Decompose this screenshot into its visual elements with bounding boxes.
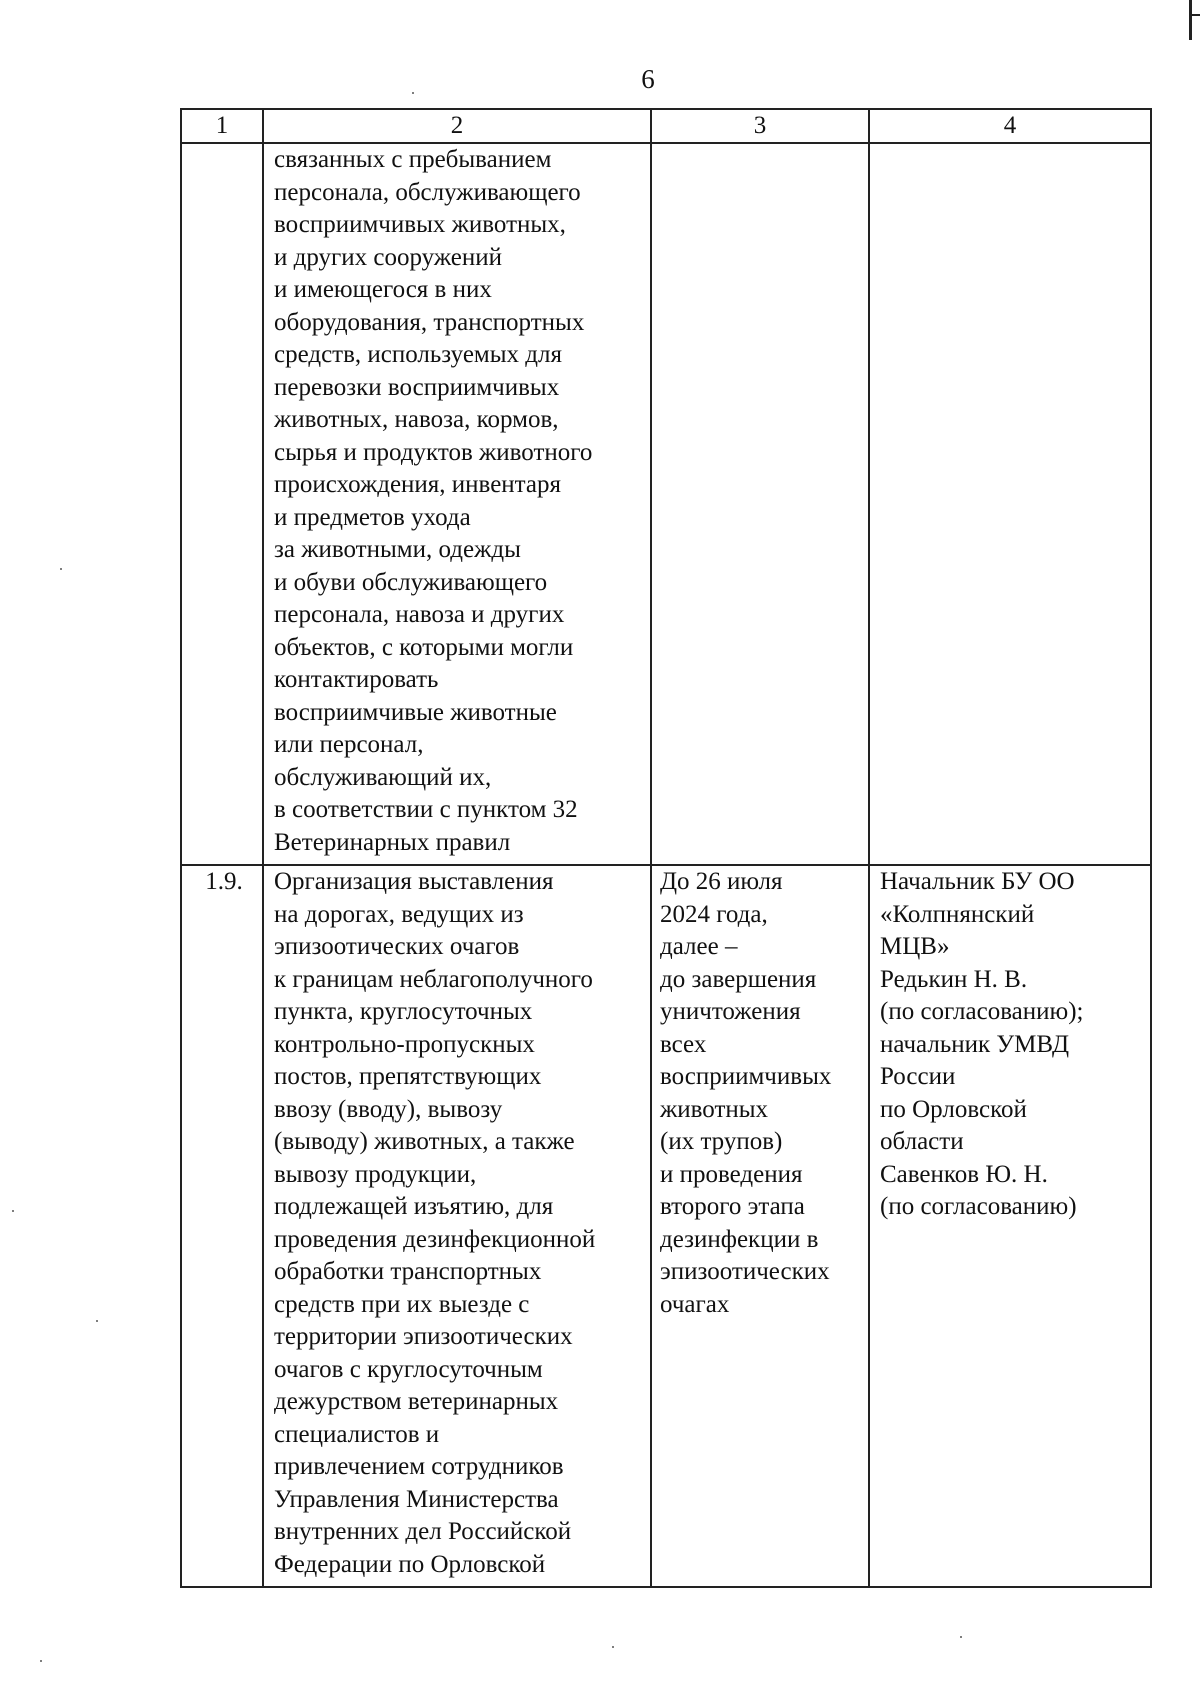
text-line: начальник УМВД: [880, 1030, 1070, 1058]
text-line: перевозки восприимчивых: [274, 373, 560, 401]
scan-speck: [612, 1646, 614, 1648]
cell-responsible: [869, 143, 1151, 865]
text-line: обслуживающий их,: [274, 763, 492, 791]
text-line: и предметов ухода: [274, 503, 471, 531]
text-line: животных: [660, 1095, 769, 1123]
text-line: контактировать: [274, 666, 439, 693]
deadline-text: [660, 866, 862, 1321]
scan-edge-tick: [1192, 14, 1200, 16]
text-line: внутренних дел Российской: [274, 1518, 572, 1545]
scan-speck: [40, 1660, 42, 1662]
header-col-3: 3: [651, 109, 869, 143]
text-line: подлежащей изъятию, для: [274, 1193, 554, 1220]
text-line: ввозу (вводу), вывозу: [274, 1095, 503, 1123]
text-line: и других сооружений: [274, 243, 503, 271]
text-line: средств, используемых для: [274, 341, 562, 368]
text-line: животных, навоза, кормов,: [274, 406, 559, 433]
text-line: России: [880, 1063, 956, 1090]
text-line: связанных с пребыванием: [274, 146, 552, 173]
responsible-text: [880, 866, 1144, 1224]
text-line: и обуви обслуживающего: [274, 568, 548, 596]
text-line: персонала, обслуживающего: [274, 178, 581, 206]
text-line: До 26 июля: [660, 868, 783, 895]
text-line: очагов с круглосуточным: [274, 1355, 543, 1383]
text-line: привлечением сотрудников: [274, 1453, 564, 1480]
text-line: специалистов и: [274, 1420, 440, 1448]
text-line: уничтожения: [660, 998, 801, 1025]
text-line: сырья и продуктов животного: [274, 438, 593, 466]
text-line: Начальник БУ ОО: [880, 868, 1075, 895]
text-line: на дорогах, ведущих из: [274, 900, 524, 928]
text-line: средств при их выезде с: [274, 1290, 530, 1318]
text-line: далее –: [660, 933, 738, 960]
text-line: в соответствии с пунктом 32: [274, 796, 578, 823]
text-line: «Колпнянский: [880, 900, 1035, 928]
text-line: Ветеринарных правил: [274, 828, 511, 856]
text-line: до завершения: [660, 965, 817, 993]
cell-deadline: [651, 865, 869, 1587]
header-col-1: 1: [181, 109, 263, 143]
text-line: объектов, с которыми могли: [274, 633, 574, 661]
text-line: Управления Министерства: [274, 1485, 559, 1513]
text-line: обработки транспортных: [274, 1258, 542, 1285]
scan-speck: [412, 92, 414, 94]
text-line: территории эпизоотических: [274, 1323, 573, 1350]
cell-deadline: [651, 143, 869, 865]
text-line: происхождения, инвентаря: [274, 471, 562, 498]
cell-responsible: [869, 865, 1151, 1587]
text-line: (по согласованию);: [880, 998, 1084, 1025]
cell-number: 1.9.: [181, 865, 263, 1587]
text-line: дезинфекции в: [660, 1225, 819, 1253]
text-line: (их трупов): [660, 1128, 783, 1155]
text-line: (по согласованию): [880, 1193, 1077, 1220]
scan-speck: [12, 1210, 14, 1212]
text-line: восприимчивых животных,: [274, 211, 566, 238]
header-col-4: 4: [869, 109, 1151, 143]
text-line: по Орловской: [880, 1095, 1027, 1123]
text-line: МЦВ»: [880, 933, 950, 960]
text-line: постов, препятствующих: [274, 1063, 542, 1090]
text-line: эпизоотических: [660, 1258, 830, 1285]
text-line: контрольно-пропускных: [274, 1030, 535, 1058]
text-line: Федерации по Орловской: [274, 1550, 546, 1578]
text-line: дежурством ветеринарных: [274, 1388, 559, 1415]
header-row: [181, 109, 1151, 143]
scan-speck: [96, 1320, 98, 1322]
text-line: проведения дезинфекционной: [274, 1225, 596, 1253]
text-line: Редькин Н. В.: [880, 965, 1028, 993]
measure-text: [274, 144, 644, 859]
table-row-1-9: [181, 865, 1151, 1587]
scan-edge-mark: [1189, 0, 1200, 40]
measure-text: [274, 866, 644, 1581]
scan-speck: [60, 568, 62, 570]
scan-speck: [960, 1636, 962, 1638]
text-line: персонала, навоза и других: [274, 601, 565, 628]
text-line: очагах: [660, 1290, 730, 1318]
text-line: вывозу продукции,: [274, 1160, 477, 1188]
text-line: второго этапа: [660, 1193, 805, 1220]
text-line: пункта, круглосуточных: [274, 998, 533, 1025]
cell-number: [181, 143, 263, 865]
cell-measure: [263, 143, 651, 865]
page-number: 6: [641, 64, 655, 94]
plan-table: [180, 108, 1152, 1588]
text-line: и имеющегося в них: [274, 276, 492, 303]
text-line: области: [880, 1128, 964, 1155]
text-line: и проведения: [660, 1160, 803, 1188]
text-line: Савенков Ю. Н.: [880, 1160, 1048, 1188]
text-line: (выводу) животных, а также: [274, 1128, 575, 1155]
text-line: восприимчивых: [660, 1063, 832, 1090]
text-line: всех: [660, 1030, 707, 1058]
text-line: Организация выставления: [274, 868, 554, 895]
text-line: эпизоотических очагов: [274, 933, 520, 960]
text-line: 2024 года,: [660, 900, 768, 928]
cell-measure: [263, 865, 651, 1587]
text-line: восприимчивые животные: [274, 698, 557, 726]
text-line: к границам неблагополучного: [274, 965, 593, 993]
header-col-2: 2: [263, 109, 651, 143]
table-row-continuation: [181, 143, 1151, 865]
text-line: оборудования, транспортных: [274, 308, 585, 336]
text-line: или персонал,: [274, 731, 424, 758]
text-line: за животными, одежды: [274, 536, 521, 563]
